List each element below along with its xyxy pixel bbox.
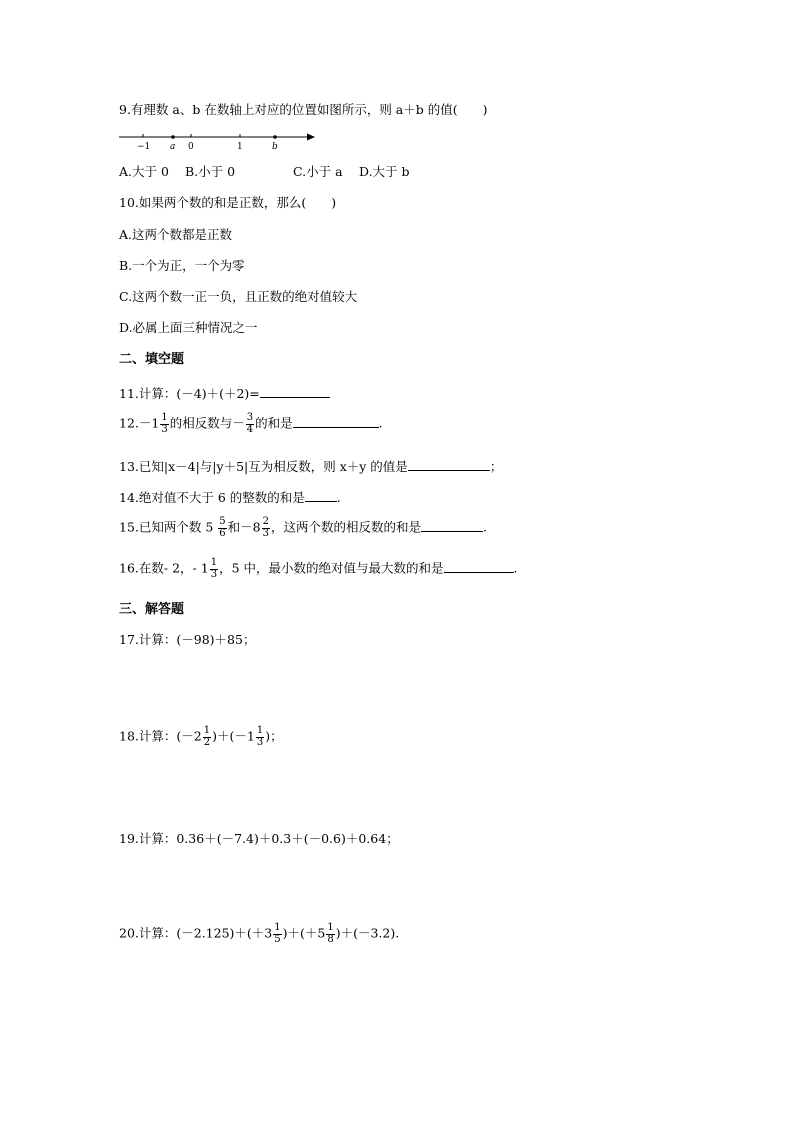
q16-fraction-1: [210, 558, 218, 580]
q12-pre: 12.－1: [119, 415, 160, 431]
section-solve-heading: 三、解答题: [119, 602, 185, 617]
q20-fraction-2: [326, 923, 334, 945]
q10-option-a: A.这两个数都是正数: [119, 227, 233, 242]
q20-fraction-1: [273, 923, 281, 945]
q12-frac2-num: 3: [246, 412, 254, 423]
q20-frac2-num: 1: [327, 922, 334, 933]
q18-frac1-den: 2: [203, 736, 211, 748]
q12-mid: 的相反数与－: [169, 415, 245, 431]
q18-pre: 18.计算：(－2: [119, 728, 202, 744]
q18-frac2-den: 3: [256, 736, 264, 748]
q11-answer-blank[interactable]: [260, 385, 330, 398]
q12-answer-blank[interactable]: [293, 415, 379, 428]
q12: [119, 413, 383, 435]
nl-label-minus1: −1: [137, 142, 151, 152]
nl-label-1: 1: [237, 142, 243, 152]
q18-post: )；: [265, 728, 283, 744]
q15-fraction-2: [262, 517, 270, 539]
q11: [119, 385, 330, 401]
q13-end: ；: [489, 459, 503, 474]
q19-text: 19.计算：0.36＋(－7.4)＋0.3＋(－0.6)＋0.64；: [119, 831, 399, 846]
q9-option-d: D.大于 b: [359, 164, 410, 179]
q18-frac1-num: 1: [203, 725, 211, 736]
q16-pre: 16.在数- 2，- 1: [119, 560, 209, 576]
q10-option-d: D.必属上面三种情况之一: [119, 320, 258, 335]
q15-fraction-1: [218, 517, 226, 539]
q15-pre: 15.已知两个数 5: [119, 519, 218, 535]
q13-answer-blank[interactable]: [408, 458, 490, 471]
nl-label-a: a: [170, 142, 176, 152]
q9-option-c: C.小于 a: [293, 164, 343, 179]
q9-number-line: [117, 128, 317, 152]
q16-frac1-num: 1: [210, 557, 218, 568]
q14-answer-blank[interactable]: [305, 489, 337, 502]
q9-options: [119, 166, 410, 179]
q9-stem: 9.有理数 a、b 在数轴上对应的位置如图所示，则 a＋b 的值( ): [119, 102, 488, 117]
q13-text: 13.已知|x－4|与|y＋5|互为相反数，则 x＋y 的值是: [119, 459, 408, 474]
q15-frac1-den: 6: [219, 527, 226, 539]
q14: [119, 489, 341, 505]
q10-option-b: B.一个为正，一个为零: [119, 258, 245, 273]
nl-label-b: b: [272, 142, 278, 152]
q18-fraction-1: [203, 726, 211, 748]
q14-end: .: [336, 490, 341, 505]
q12-fraction-2: [246, 413, 254, 435]
q20-pre: 20.计算：(－2.125)＋(＋3: [119, 925, 273, 941]
section-fill-in-heading: 二、填空题: [119, 352, 185, 367]
q11-text: 11.计算：(－4)＋(＋2)=: [119, 386, 260, 401]
q20-post: )＋(－3.2).: [335, 925, 400, 941]
q20: [119, 923, 399, 945]
q12-fraction-1: [160, 413, 168, 435]
q15-mid: 和－8: [227, 519, 261, 535]
q20-frac1-num: 1: [274, 922, 281, 933]
q9-option-a: A.大于 0: [119, 164, 169, 179]
q16-answer-blank[interactable]: [444, 560, 514, 573]
nl-label-0: 0: [188, 142, 194, 152]
q12-post: 的和是: [255, 415, 293, 431]
q17-text: 17.计算：(－98)＋85；: [119, 632, 256, 647]
q15: [119, 517, 487, 539]
q13: [119, 458, 502, 474]
q10-option-c: C.这两个数一正一负，且正数的绝对值较大: [119, 289, 358, 304]
q18-mid: )＋(－1: [212, 728, 255, 744]
q15-end: .: [483, 519, 487, 535]
q12-frac1-den: 3: [161, 423, 168, 435]
q12-frac1-num: 1: [161, 412, 168, 423]
q9-option-b: B.小于 0: [185, 164, 236, 179]
q18-fraction-2: [256, 726, 264, 748]
q12-end: .: [378, 415, 383, 431]
q16: [119, 558, 517, 580]
q10-stem: 10.如果两个数的和是正数，那么( ): [119, 195, 337, 210]
q15-frac2-den: 3: [262, 527, 269, 539]
q12-frac2-den: 4: [246, 423, 254, 435]
q20-frac2-den: 8: [327, 933, 334, 945]
q16-end: .: [513, 560, 518, 576]
q20-mid: )＋(＋5: [282, 925, 326, 941]
q15-frac2-num: 2: [262, 516, 269, 527]
q16-frac1-den: 3: [210, 568, 218, 580]
q20-frac1-den: 5: [274, 933, 281, 945]
q15-post: ，这两个数的相反数的和是: [270, 519, 421, 535]
q18: [119, 726, 283, 748]
q18-frac2-num: 1: [256, 725, 264, 736]
q14-text: 14.绝对值不大于 6 的整数的和是: [119, 490, 305, 505]
q15-frac1-num: 5: [219, 516, 226, 527]
q16-post: ，5 中，最小数的绝对值与最大数的和是: [219, 560, 444, 576]
q15-answer-blank[interactable]: [421, 519, 483, 532]
